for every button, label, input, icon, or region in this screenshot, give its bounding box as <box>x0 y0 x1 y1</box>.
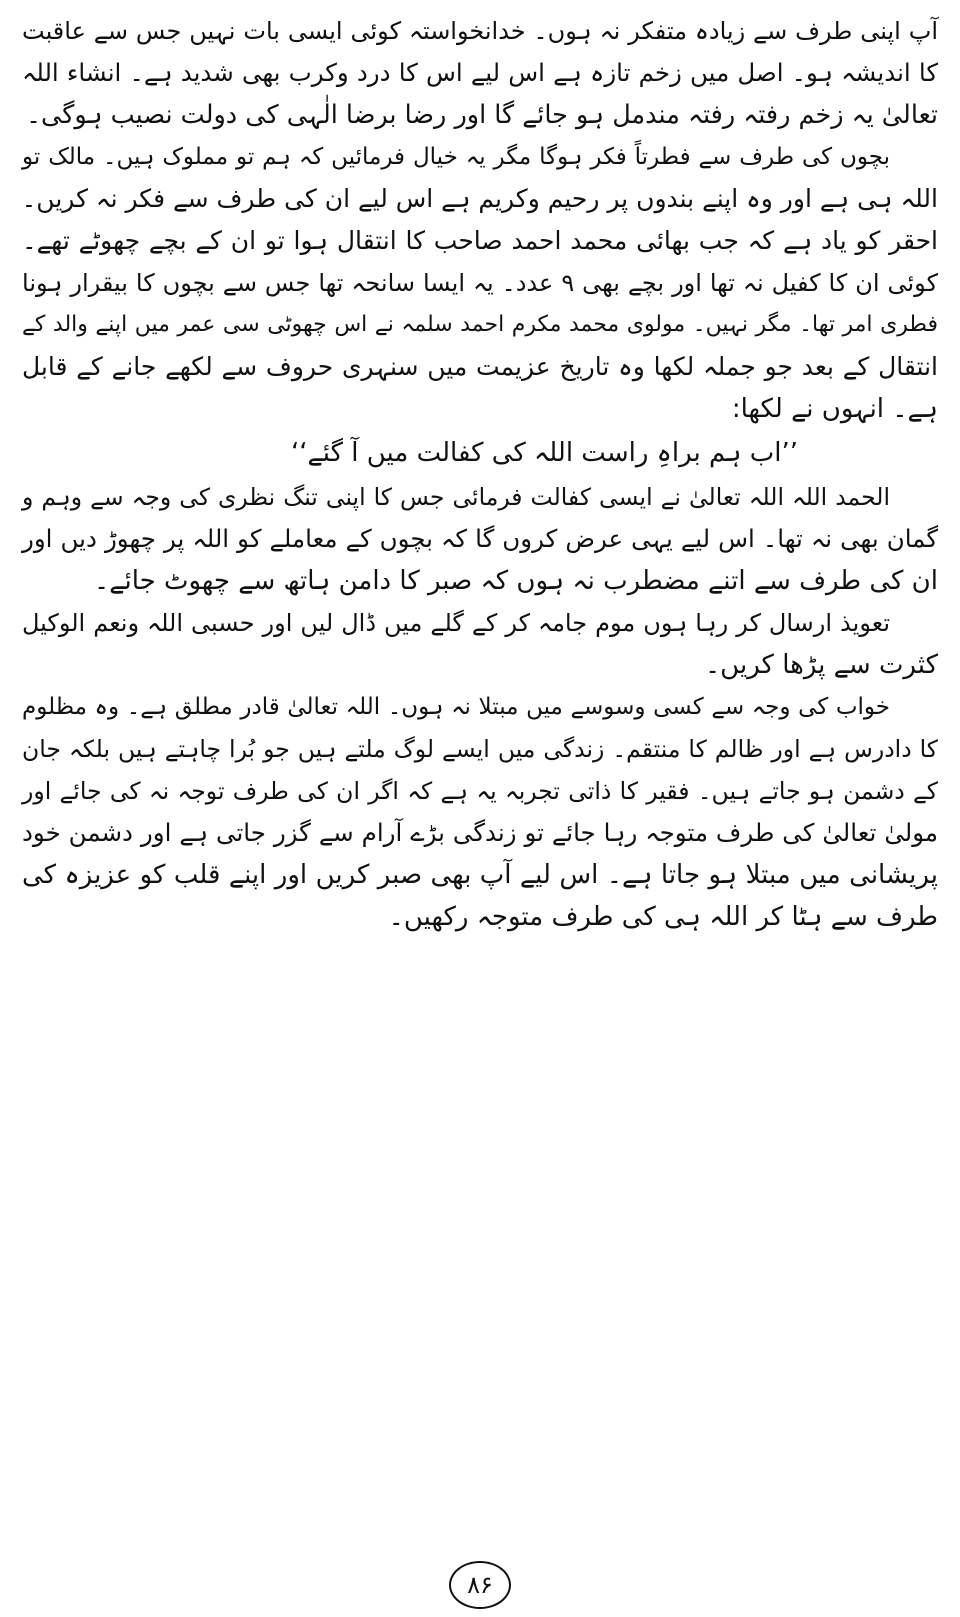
text-line: گمان بھی نہ تھا۔ اس لیے یہی عرض کروں گا کہ بچوں کے معاملے کو اللہ پر چھوڑ دیں اور <box>22 524 938 553</box>
page-body <box>22 10 938 1557</box>
text-line: تعالیٰ یہ زخم رفتہ رفتہ مندمل ہو جائے گا اور رضا برضا الٰہی کی دولت نصیب ہوگی۔ <box>26 100 938 130</box>
text-line: کا اندیشہ ہو۔ اصل میں زخم تازہ ہے اس لیے اس کا درد وکرب بھی شدید ہے۔ انشاء اللہ <box>22 58 938 87</box>
text-line: طرف سے ہٹا کر اللہ ہی کی طرف متوجہ رکھیں۔ <box>388 902 938 932</box>
quote-block <box>22 430 938 476</box>
paragraph-5 <box>22 686 938 938</box>
page-number: ۸۶ <box>449 1561 511 1609</box>
paragraph-3 <box>22 476 938 602</box>
text-line: کثرت سے پڑھا کریں۔ <box>704 650 938 680</box>
text-line: احقر کو یاد ہے کہ جب بھائی محمد احمد صاحب کا انتقال ہوا تو ان کے بچے چھوٹے تھے۔ <box>22 226 938 255</box>
quote-line: ’’اب ہم براہِ راست اللہ کی کفالت میں آ گئے‘‘ <box>291 438 798 468</box>
paragraph-2 <box>22 136 938 430</box>
paragraph-1 <box>22 10 938 136</box>
text-line: انتقال کے بعد جو جملہ لکھا وہ تاریخ عزیمت میں سنہری حروف سے لکھے جانے کے قابل <box>22 352 938 381</box>
text-line: اللہ ہی ہے اور وہ اپنے بندوں پر رحیم وکریم ہے اس لیے ان کی طرف سے فکر نہ کریں۔ <box>21 184 938 213</box>
paragraph-4 <box>22 602 938 686</box>
text-line: بچوں کی طرف سے فطرتاً فکر ہوگا مگر یہ خیال فرمائیں کہ ہم تو مملوک ہیں۔ مالک تو <box>22 144 890 170</box>
text-line: کا دادرس ہے اور ظالم کا منتقم۔ زندگی میں ایسے لوگ ملتے ہیں جو بُرا چاہتے ہیں بلکہ جان <box>22 735 938 763</box>
text-line: ہے۔ انہوں نے لکھا: <box>731 394 938 424</box>
text-line: کوئی ان کا کفیل نہ تھا اور بچے بھی ۹ عدد۔ یہ ایسا سانحہ تھا جس سے بچوں کا بیقرار ہونا <box>22 269 938 297</box>
text-line: الحمد اللہ اللہ تعالیٰ نے ایسی کفالت فرمائی جس کا اپنی تنگ نظری کی وجہ سے وہم و <box>22 483 890 511</box>
text-line: پریشانی میں مبتلا ہو جاتا ہے۔ اس لیے آپ بھی صبر کریں اور اپنے قلب کو عزیزہ کی <box>22 860 938 890</box>
text-line: کے دشمن ہو جاتے ہیں۔ فقیر کا ذاتی تجربہ یہ ہے کہ اگر ان کی طرف توجہ نہ کی جائے اور <box>22 777 938 805</box>
text-line: فطری امر تھا۔ مگر نہیں۔ مولوی محمد مکرم احمد سلمہ نے اس چھوٹی سی عمر میں اپنے والد کے <box>22 312 938 337</box>
text-line: تعویذ ارسال کر رہا ہوں موم جامہ کر کے گلے میں ڈال لیں اور حسبی اللہ ونعم الوکیل <box>22 609 890 637</box>
text-line: ان کی طرف سے اتنے مضطرب نہ ہوں کہ صبر کا دامن ہاتھ سے چھوٹ جائے۔ <box>94 566 938 596</box>
text-line: مولیٰ تعالیٰ کی طرف متوجہ رہا جائے تو زندگی بڑے آرام سے گزر جاتی ہے اور دشمن خود <box>22 818 938 847</box>
text-line: خواب کی وجہ سے کسی وسوسے میں مبتلا نہ ہوں۔ اللہ تعالیٰ قادر مطلق ہے۔ وہ مظلوم <box>22 694 890 720</box>
text-line: آپ اپنی طرف سے زیادہ متفکر نہ ہوں۔ خدانخواستہ کوئی ایسی بات نہیں جس سے عاقبت <box>22 17 938 45</box>
